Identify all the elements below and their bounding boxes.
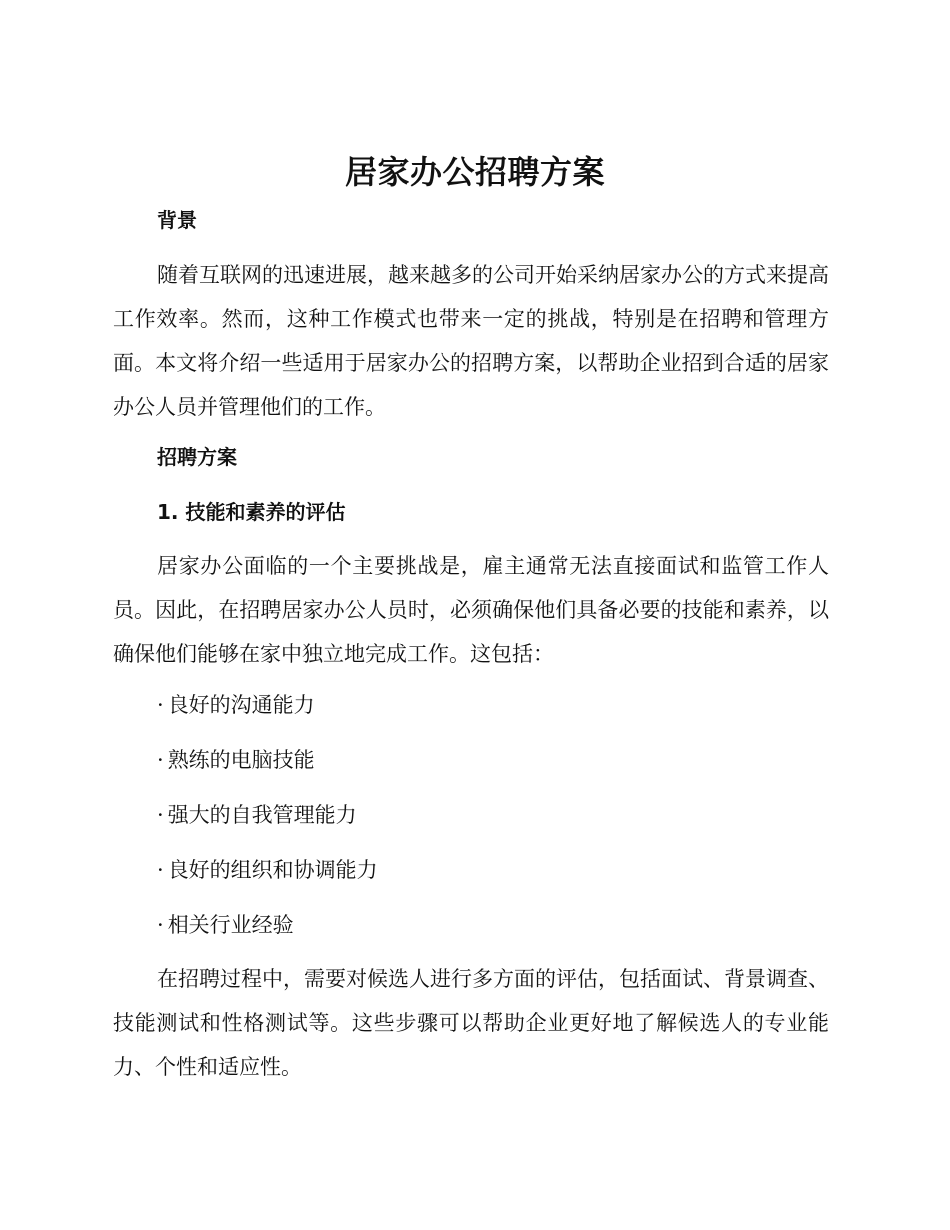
- bullet-icon: ·: [157, 858, 164, 882]
- list-item: [157, 800, 357, 830]
- list-item-text: 良好的组织和协调能力: [167, 858, 378, 882]
- plan-heading: 招聘方案: [157, 445, 237, 469]
- list-item: [157, 855, 378, 885]
- list-item: [157, 745, 315, 775]
- section1-paragraph: 居家办公面临的一个主要挑战是，雇主通常无法直接面试和监管工作人员。因此，在招聘居家办公人员时，必须确保他们具备必要的技能和素养，以确保他们能够在家中独立地完成工作。这包括：: [113, 554, 829, 666]
- section1-closing-paragraph: 在招聘过程中，需要对候选人进行多方面的评估，包括面试、背景调查、技能测试和性格测试等。这些步骤可以帮助企业更好地了解候选人的专业能力、个性和适应性。: [113, 967, 829, 1079]
- list-item-text: 相关行业经验: [167, 913, 294, 937]
- list-item-text: 熟练的电脑技能: [167, 748, 315, 772]
- list-item-text: 强大的自我管理能力: [167, 803, 357, 827]
- bullet-icon: ·: [157, 693, 164, 717]
- list-item: [157, 690, 315, 720]
- bullet-icon: ·: [157, 803, 164, 827]
- section1-heading: 1. 技能和素养的评估: [157, 500, 346, 524]
- list-item-text: 良好的沟通能力: [167, 693, 315, 717]
- bullet-icon: ·: [157, 748, 164, 772]
- background-heading: 背景: [157, 208, 197, 232]
- bullet-icon: ·: [157, 913, 164, 937]
- document-title: 居家办公招聘方案: [344, 153, 605, 191]
- list-item: [157, 910, 294, 940]
- background-paragraph: 随着互联网的迅速进展，越来越多的公司开始采纳居家办公的方式来提高工作效率。然而，这种工作模式也带来一定的挑战，特别是在招聘和管理方面。本文将介绍一些适用于居家办公的招聘方案，以帮助企业招到合适的居家办公人员并管理他们的工作。: [113, 263, 829, 419]
